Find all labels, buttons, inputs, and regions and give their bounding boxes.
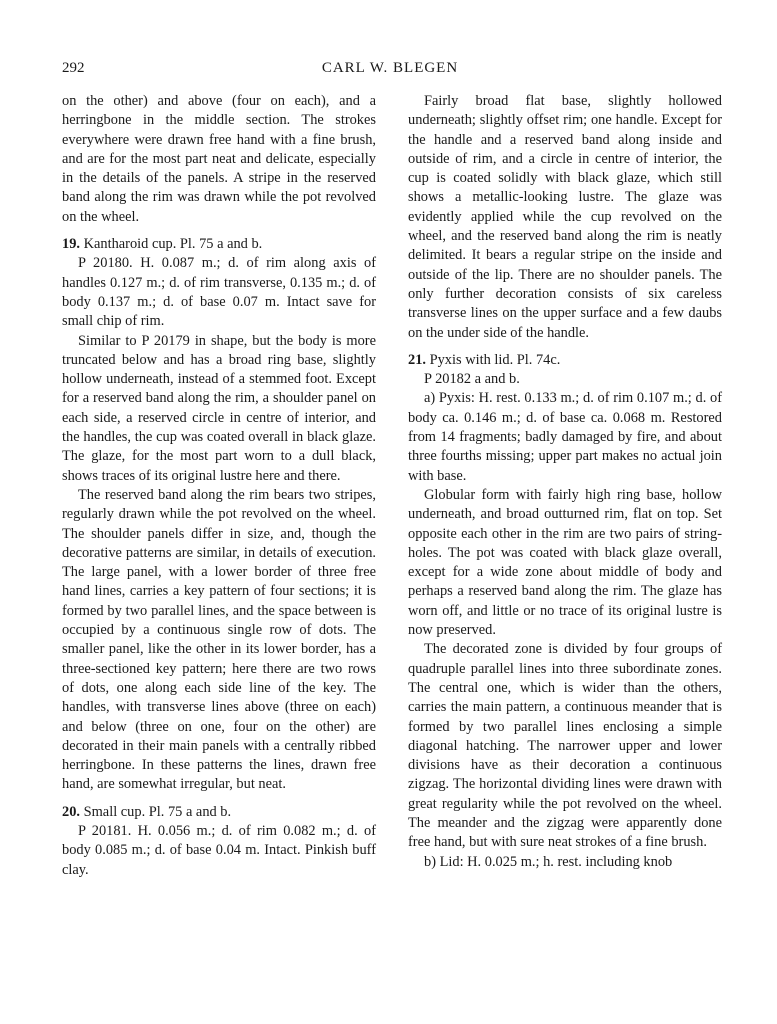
catalogue-entry-heading (62, 235, 376, 254)
paragraph: Globular form with fairly high ring base, hollow underneath, and broad outturned rim, flat on top. Set opposite each other in the rim are two pairs of string-holes. The pot was coated with black glaze overall, except for a wide zone about middle of body and perhaps a reserved band along the rim. The glaze has worn off, and little or no trace of its original lustre is now preserved. (408, 486, 722, 639)
paragraph: Similar to P 20179 in shape, but the body is more truncated below and has a broad ring base, slightly hollow underneath, instead of a stemmed foot. Except for a reserved band along the rim, a shoulder panel on each side, a reserved circle in centre of interior, and the handles, the cup was coated overall in black glaze. The glaze, for the most part worn to a dull black, shows traces of its original lustre here and there. (62, 332, 376, 484)
paragraph: Fairly broad flat base, slightly hollowed underneath; slightly offset rim; one handle. Except for the handle and a reserved band along inside and outside of rim, and a circle in centre of interior, the cup is coated solidly with black glaze, which still shows a metallic-looking lustre. The glaze was evidently applied while the cup revolved on the wheel, and the reserved band along the rim is neatly delimited. It bears a regular stripe on the inside and outside of the lip. There are no shoulder panels. The only further decoration consists of six careless transverse lines on the upper surface and a few daubs on the under side of the handle. (408, 93, 722, 341)
entry-number: 19. (62, 236, 80, 253)
paragraph: The decorated zone is divided by four groups of quadruple parallel lines into three subordinate zones. The central one, which is wider than the others, carries the main pattern, a continuous meander that is formed by two parallel lines enclosing a simple diagonal hatching. The narrower upper and lower divisions have as their decoration a continuous zigzag. The horizontal dividing lines were drawn with great regularity while the pot revolved on the wheel. The meander and the zigzag were apparently done free hand, but with sure neat strokes of a fine brush. (408, 641, 722, 851)
measurements: P 20180. H. 0.087 m.; d. of rim along axis of handles 0.127 m.; d. of rim transverse, 0.135 m.; d. of body 0.137 m.; d. of base 0.07 m. Intact save for small chip of rim. (62, 255, 376, 330)
entry-title: Pyxis with lid. Pl. 74c. (429, 351, 561, 368)
entry-title: Small cup. Pl. 75 a and b. (83, 803, 232, 820)
entry-title: Kantharoid cup. Pl. 75 a and b. (83, 236, 263, 253)
left-column (62, 92, 376, 880)
entry-number: 20. (62, 803, 80, 820)
running-head: CARL W. BLEGEN (321, 60, 459, 76)
paragraph: on the other) and above (four on each), and a herringbone in the middle section. The strokes everywhere were drawn free hand with a fine brush, and are for the most part neat and delicate, especially in the details of the panels. A stripe in the reserved band along the rim was drawn while the pot revolved on the wheel. (62, 93, 376, 225)
measurements: a) Pyxis: H. rest. 0.133 m.; d. of rim 0.107 m.; d. of body ca. 0.146 m.; d. of base ca. 0.068 m. Restored from 14 fragments; badly damaged by fire, and about three fourths missing; upper part makes no actual join with base. (408, 390, 722, 484)
page-header (62, 60, 718, 82)
page-number: 292 (62, 60, 85, 76)
right-column (408, 92, 722, 872)
measurements: b) Lid: H. 0.025 m.; h. rest. including knob (424, 853, 673, 870)
inventory-number: P 20182 a and b. (424, 371, 520, 388)
paragraph: The reserved band along the rim bears two stripes, regularly drawn while the pot revolved on the wheel. The shoulder panels differ in size, and, though the decorative patterns are similar, in details of execution. The large panel, with a lower border of three free hand lines, carries a key pattern of four sections; it is formed by two parallel lines, and the space between is occupied by a continuous single row of dots. The smaller panel, like the other in its lower border, has a three-sectioned key pattern; here there are two rows of dots, one along each side line of the key. The handles, with transverse lines above (three on each) and below (three on one, four on the other) are decorated in their main panels with a centrally ribbed herringbone. In these patterns the lines, drawn free hand, are somewhat irregular, but neat. (62, 486, 376, 793)
catalogue-entry-heading (62, 803, 376, 822)
entry-number: 21. (408, 351, 426, 368)
measurements: P 20181. H. 0.056 m.; d. of rim 0.082 m.; d. of body 0.085 m.; d. of base 0.04 m. Intact. Pinkish buff clay. (62, 822, 376, 878)
catalogue-entry-heading (408, 351, 722, 370)
